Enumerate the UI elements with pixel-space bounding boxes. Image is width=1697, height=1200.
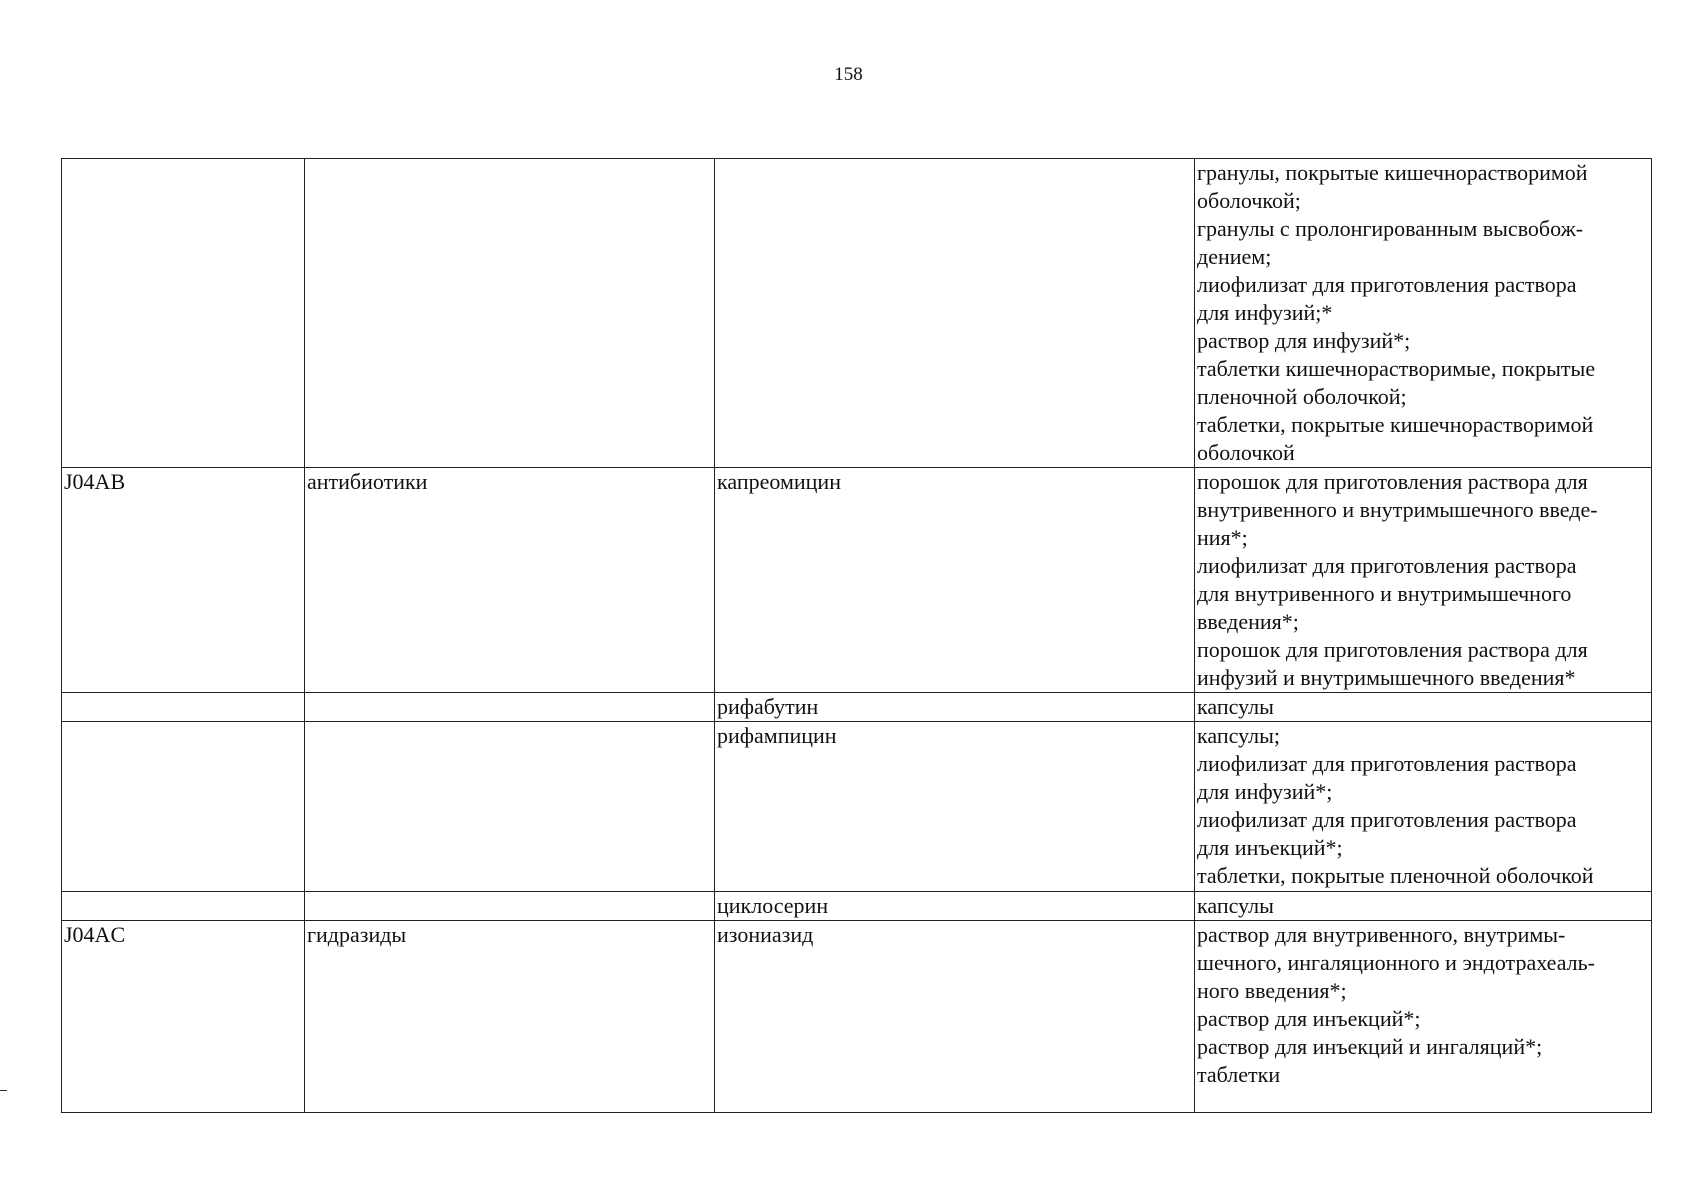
- margin-mark: [0, 1090, 7, 1091]
- dosage-form-line: порошок для приготовления раствора для: [1197, 637, 1588, 662]
- dosage-forms-cell: [1195, 921, 1652, 1113]
- drug-name-cell: рифабутин: [715, 693, 1195, 722]
- dosage-form-line: таблетки: [1197, 1062, 1281, 1087]
- dosage-form-line: таблетки, покрытые кишечнорастворимой: [1197, 412, 1594, 437]
- table-row: [62, 722, 1652, 892]
- dosage-form-line: ния*;: [1197, 525, 1248, 550]
- dosage-form-line: инфузий и внутримышечного введения*: [1197, 665, 1576, 690]
- atc-code-cell: [62, 693, 305, 722]
- dosage-form-line: таблетки, покрытые пленочной оболочкой: [1197, 863, 1594, 888]
- drug-name-cell: капреомицин: [715, 468, 1195, 693]
- table-row: [62, 159, 1652, 468]
- atc-code-cell: [62, 892, 305, 921]
- dosage-form-line: лиофилизат для приготовления раствора: [1197, 751, 1577, 776]
- group-cell: [305, 693, 715, 722]
- dosage-form-line: внутривенного и внутримышечного введе-: [1197, 497, 1598, 522]
- dosage-form-line: гранулы с пролонгированным высвобож-: [1197, 216, 1584, 241]
- dosage-form-line: лиофилизат для приготовления раствора: [1197, 272, 1577, 297]
- group-cell: [305, 722, 715, 892]
- dosage-form-line: для внутривенного и внутримышечного: [1197, 581, 1572, 606]
- drug-name-cell: [715, 159, 1195, 468]
- dosage-form-line: капсулы: [1197, 694, 1274, 719]
- group-cell: гидразиды: [305, 921, 715, 1113]
- dosage-form-line: таблетки кишечнорастворимые, покрытые: [1197, 356, 1596, 381]
- dosage-form-line: введения*;: [1197, 609, 1299, 634]
- dosage-form-line: порошок для приготовления раствора для: [1197, 469, 1588, 494]
- dosage-form-line: гранулы, покрытые кишечнорастворимой: [1197, 160, 1588, 185]
- group-cell: [305, 159, 715, 468]
- dosage-form-line: оболочкой: [1197, 440, 1295, 465]
- dosage-form-line: дением;: [1197, 244, 1272, 269]
- dosage-form-line: раствор для инъекций*;: [1197, 1006, 1421, 1031]
- dosage-form-line: шечного, ингаляционного и эндотрахеаль-: [1197, 950, 1595, 975]
- atc-code-cell: J04AB: [62, 468, 305, 693]
- dosage-form-line: лиофилизат для приготовления раствора: [1197, 807, 1577, 832]
- table-row: [62, 921, 1652, 1113]
- drug-name-cell: циклосерин: [715, 892, 1195, 921]
- page-number: 158: [834, 64, 863, 85]
- dosage-form-line: раствор для внутривенного, внутримы-: [1197, 922, 1566, 947]
- atc-code-cell: J04AC: [62, 921, 305, 1113]
- dosage-form-line: для инфузий;*: [1197, 300, 1333, 325]
- dosage-forms-cell: [1195, 693, 1652, 722]
- table-row: [62, 693, 1652, 722]
- dosage-forms-cell: [1195, 468, 1652, 693]
- dosage-form-line: лиофилизат для приготовления раствора: [1197, 553, 1577, 578]
- table-row: [62, 468, 1652, 693]
- atc-code-cell: [62, 159, 305, 468]
- dosage-form-line: оболочкой;: [1197, 188, 1301, 213]
- dosage-form-line: для инфузий*;: [1197, 779, 1333, 804]
- dosage-forms-cell: [1195, 722, 1652, 892]
- dosage-form-line: для инъекций*;: [1197, 835, 1343, 860]
- table-row: [62, 892, 1652, 921]
- dosage-forms-cell: [1195, 892, 1652, 921]
- group-cell: [305, 892, 715, 921]
- dosage-form-line: капсулы: [1197, 893, 1274, 918]
- dosage-form-line: капсулы;: [1197, 723, 1280, 748]
- group-cell: антибиотики: [305, 468, 715, 693]
- dosage-forms-cell: [1195, 159, 1652, 468]
- atc-code-cell: [62, 722, 305, 892]
- dosage-form-line: ного введения*;: [1197, 978, 1347, 1003]
- drug-table: [61, 158, 1652, 1113]
- dosage-form-line: пленочной оболочкой;: [1197, 384, 1407, 409]
- dosage-form-line: раствор для инфузий*;: [1197, 328, 1411, 353]
- dosage-form-line: раствор для инъекций и ингаляций*;: [1197, 1034, 1543, 1059]
- drug-name-cell: рифампицин: [715, 722, 1195, 892]
- drug-name-cell: изониазид: [715, 921, 1195, 1113]
